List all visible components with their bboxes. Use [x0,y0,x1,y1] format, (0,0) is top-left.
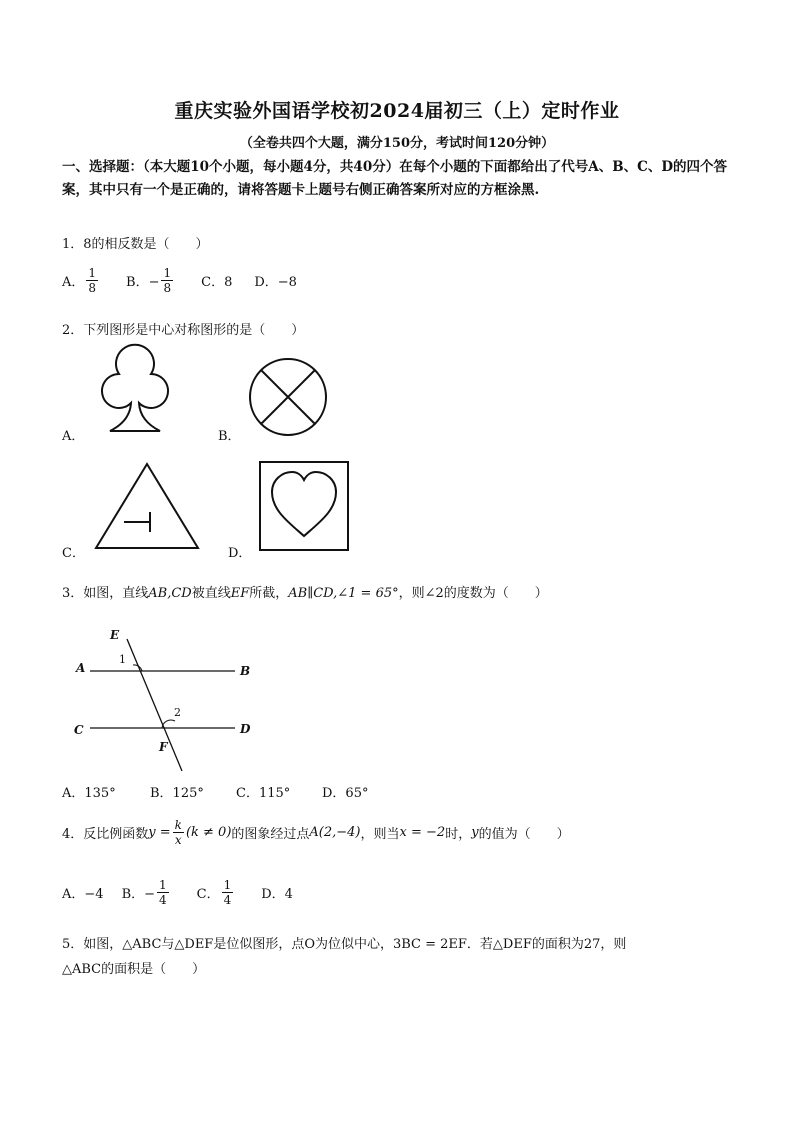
label-c: C [74,723,84,737]
triangle-figure [92,460,202,552]
q2-option-c: C． [62,546,85,561]
q4-stem-prefix: 4．反比例函数 [62,827,149,842]
q3-stem-prefix: 3．如图，直线 [62,586,149,601]
label-f: F [159,740,168,754]
parallel-lines-figure [70,625,270,775]
q1-option-b-label: B．− [126,275,160,290]
q3-stem-mid2: 所截， [249,586,289,601]
q3-stem-mid1: 被直线 [191,586,231,601]
club-figure [90,343,180,435]
q1-option-a-numerator: 1 [88,266,97,280]
question-1-stem: 1．8的相反数是（ ） [62,237,209,252]
q4-option-c-numerator: 1 [223,878,232,892]
q3-line-ef: EF [230,586,250,601]
q4-options [62,878,293,907]
q4-option-b-numerator: 1 [159,878,167,892]
q1-options [62,266,297,295]
q3-option-d: D．65° [322,786,369,801]
q1-option-c: C．8 [201,275,233,290]
q4-option-d: D．4 [261,887,293,902]
label-d: D [240,722,251,736]
q4-stem-mid2: ，则当 [360,827,400,842]
question-3-stem [62,582,548,601]
q4-y-var: y [471,825,479,840]
label-e: E [110,628,120,642]
q4-point: A(2,−4) [309,825,361,840]
q1-option-b-denominator: 8 [163,281,172,295]
question-5-line-2: △ABC的面积是（ ） [62,962,206,977]
q1-option-a-denominator: 8 [88,281,97,295]
angle-2-label: 2 [174,706,181,719]
q3-lines: AB,CD [148,586,192,601]
q3-stem-mid3: ，则∠2的度数为（ ） [398,586,548,601]
q4-function-numerator: k [174,818,182,832]
q3-condition: AB∥CD,∠1 = 65° [288,586,399,601]
q4-y-equals: y = [148,825,171,840]
question-5-line-1: 5．如图，△ABC与△DEF是位似图形，点O为位似中心，3BC = 2EF．若△DEF的面积为27，则 [62,937,627,952]
question-4-stem [62,818,570,847]
q1-option-a-fraction [86,266,98,295]
q4-option-c-denominator: 4 [223,893,232,907]
page-subtitle: （全卷共四个大题，满分150分，考试时间120分钟） [239,136,555,151]
q4-function-fraction [173,818,184,847]
q3-option-a: A．135° [62,786,116,801]
q4-stem-mid: 的图象经过点 [231,827,310,842]
section-heading: 一、选择题：（本大题10个小题，每小题4分，共40分）在每个小题的下面都给出了代号A、B、C、D的四个答案，其中只有一个是正确的，请将答题卡上题号右侧正确答案所对应的方框涂黑. [62,159,728,198]
angle-1-label: 1 [119,653,126,666]
q4-option-c-label: C． [196,887,220,902]
q2-option-b: B． [218,429,241,444]
q4-option-b-denominator: 4 [159,893,167,907]
q3-option-c: C．115° [236,786,291,801]
q4-function-denominator: x [174,833,182,847]
q4-option-b-fraction [157,878,169,907]
q1-option-b-numerator: 1 [163,266,172,280]
label-a: A [76,661,86,675]
q4-x-value: x = −2 [399,825,446,840]
heart-figure [258,460,350,552]
circle-x-figure [246,355,330,439]
q1-option-b-fraction [161,266,173,295]
q4-condition: (k ≠ 0) [185,825,232,840]
q4-option-a: A．−4 [62,887,104,902]
q4-stem-end: 的值为（ ） [478,827,570,842]
q4-option-c-fraction [222,878,234,907]
question-2-stem: 2．下列图形是中心对称图形的是（ ） [62,323,305,338]
q3-option-b: B．125° [150,786,204,801]
page-title: 重庆实验外国语学校初2024届初三（上）定时作业 [174,100,620,122]
q4-stem-mid3: 时， [445,827,472,842]
q1-option-a-label: A． [62,275,85,290]
label-b: B [240,664,251,678]
q1-option-d: D．−8 [254,275,297,290]
q2-option-d: D． [228,546,252,561]
q2-option-a: A． [62,429,85,444]
q4-option-b-label: B．− [121,887,156,902]
